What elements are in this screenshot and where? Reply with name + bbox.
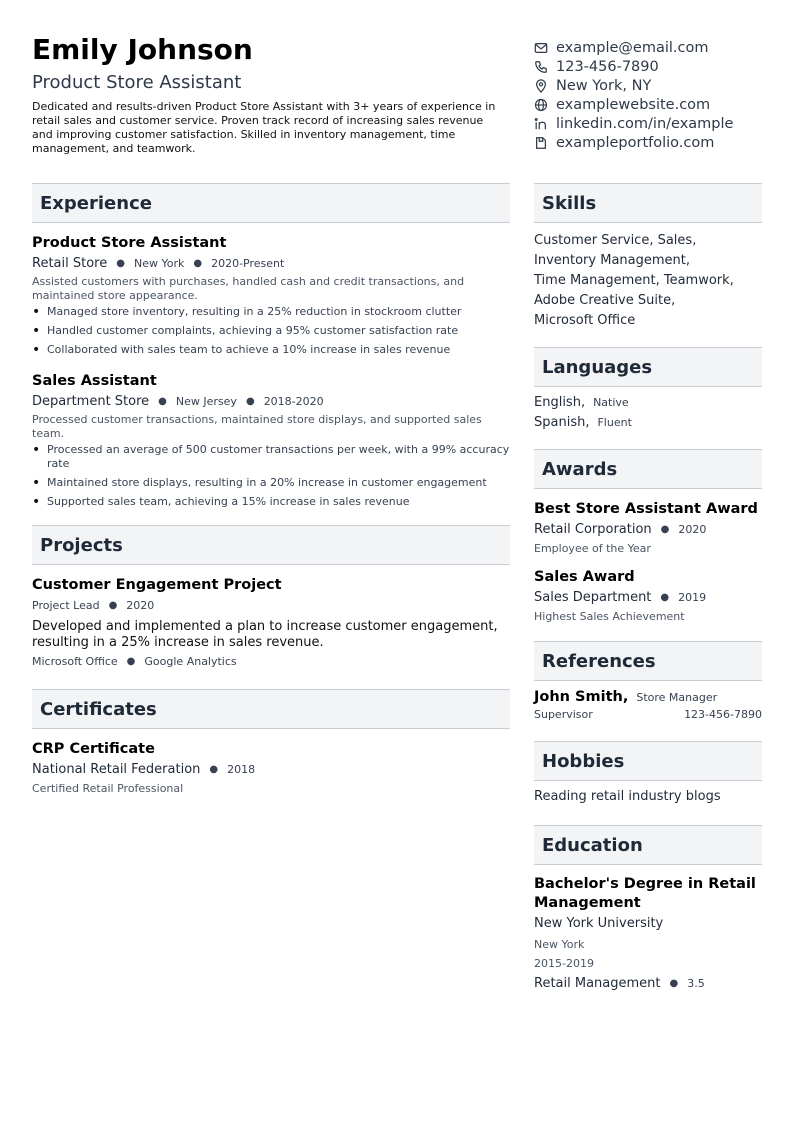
skills-line: Microsoft Office: [534, 313, 636, 328]
certificate-name: CRP Certificate: [32, 741, 155, 757]
linkedin-text: linkedin.com/in/example: [556, 115, 734, 132]
award-meta: [534, 587, 762, 609]
reference-title: Store Manager: [636, 691, 718, 704]
project-description: Developed and implemented a plan to increase customer engagement, resulting in a 25% increase in sales revenue.: [32, 619, 498, 650]
bullet-item: • Handled customer complaints, achieving a 95% customer satisfaction rate: [32, 324, 510, 338]
certificates-heading: Certificates: [32, 689, 510, 729]
bullet-item: • Processed an average of 500 customer transactions per week, with a 99% accuracy rate: [32, 443, 510, 471]
language-name: Spanish,: [534, 415, 590, 430]
education-heading: Education: [534, 825, 762, 865]
separator: ●: [116, 258, 125, 269]
education-dates: 2015-2019: [534, 957, 594, 970]
separator: ●: [245, 396, 255, 407]
award-detail: Highest Sales Achievement: [534, 610, 685, 623]
location-text: New York, NY: [556, 77, 652, 94]
awards-heading: Awards: [534, 449, 762, 489]
reference-item: [534, 689, 762, 705]
school: New York University: [534, 916, 664, 931]
contact-linkedin[interactable]: [534, 114, 774, 133]
language-level: Fluent: [597, 416, 632, 429]
project-item: [32, 575, 510, 673]
job-bullets: [32, 443, 510, 509]
award-name: Sales Award: [534, 569, 635, 585]
skills-line: Customer Service, Sales,: [534, 233, 697, 248]
hobby-item: Reading retail industry blogs: [534, 789, 721, 804]
experience-heading: Experience: [32, 183, 510, 223]
skills-line: Time Management, Teamwork,: [534, 273, 734, 288]
award-org: Sales Department: [534, 590, 652, 605]
bullet-item: • Maintained store displays, resulting in a 20% increase in customer engagement: [32, 476, 510, 490]
contact-list: [534, 38, 774, 152]
reference-phone: 123-456-7890: [684, 708, 762, 721]
job-description: Processed customer transactions, maintained store displays, and supported sales team.: [32, 413, 482, 440]
left-column: [32, 183, 510, 797]
project-role: Project Lead: [32, 599, 100, 612]
education-item: [534, 875, 762, 995]
portfolio-icon: [534, 136, 548, 150]
tool-item: Google Analytics: [144, 655, 237, 668]
reference-details: [534, 705, 762, 725]
contact-website[interactable]: [534, 95, 774, 114]
language-item: [534, 393, 762, 413]
mail-icon: [534, 41, 548, 55]
award-year: 2019: [678, 591, 707, 604]
job-location: New Jersey: [175, 395, 237, 408]
job-description: Assisted customers with purchases, handled cash and credit transactions, and maintained store appearance.: [32, 275, 465, 302]
contact-location: [534, 76, 774, 95]
language-item: [534, 413, 762, 433]
candidate-title: Product Store Assistant: [32, 72, 242, 93]
language-level: Native: [593, 396, 629, 409]
skills-list: [534, 231, 762, 331]
company: Department Store: [32, 394, 150, 409]
project-year: 2020: [126, 599, 155, 612]
award-year: 2020: [678, 523, 707, 536]
language-name: English,: [534, 395, 586, 410]
languages-list: [534, 393, 762, 433]
job-title: Sales Assistant: [32, 373, 157, 389]
phone-text: 123-456-7890: [556, 58, 659, 75]
certificate-meta: [32, 759, 510, 781]
bullet-item: • Supported sales team, achieving a 15% increase in sales revenue: [32, 495, 510, 509]
degree: Bachelor's Degree in Retail Management: [534, 876, 756, 911]
references-heading: References: [534, 641, 762, 681]
phone-icon: [534, 60, 548, 74]
project-meta: [32, 595, 510, 617]
portfolio-text: exampleportfolio.com: [556, 134, 715, 151]
job-bullets: [32, 305, 510, 357]
company: Retail Store: [32, 256, 108, 271]
certificate-issuer: National Retail Federation: [32, 762, 201, 777]
reference-relation: Supervisor: [534, 708, 593, 721]
bullet-item: • Collaborated with sales team to achieve a 10% increase in sales revenue: [32, 343, 510, 357]
award-item: [534, 499, 762, 557]
summary: Dedicated and results-driven Product Store Assistant with 3+ years of experience in retail sales and customer service. Proven track record of increasing sales revenue and improving customer satisfaction. Skilled in inventory management, time management, and teamwork.: [32, 100, 496, 155]
skills-line: Adobe Creative Suite,: [534, 293, 676, 308]
header: [32, 30, 502, 156]
job-location: New York: [133, 257, 185, 270]
separator: ●: [209, 764, 219, 775]
separator: ●: [126, 656, 136, 667]
map-pin-icon: [534, 79, 548, 93]
experience-item: [32, 371, 510, 509]
award-item: [534, 567, 762, 625]
education-gpa: 3.5: [687, 977, 705, 990]
separator: ●: [108, 600, 118, 611]
hobbies-heading: Hobbies: [534, 741, 762, 781]
linkedin-icon: [534, 117, 548, 131]
email-text: example@email.com: [556, 39, 709, 56]
tool-item: Microsoft Office: [32, 655, 118, 668]
reference-name: John Smith,: [534, 689, 629, 705]
separator: ●: [660, 524, 670, 535]
job-meta: [32, 253, 510, 275]
separator: ●: [660, 592, 670, 603]
experience-item: [32, 233, 510, 357]
certificate-item: [32, 739, 510, 797]
right-column: [534, 183, 762, 995]
job-meta: [32, 391, 510, 413]
skills-line: Inventory Management,: [534, 253, 690, 268]
separator: ●: [158, 396, 167, 407]
award-name: Best Store Assistant Award: [534, 501, 758, 517]
website-text: examplewebsite.com: [556, 96, 711, 113]
project-tools: [32, 651, 510, 673]
bullet-item: • Managed store inventory, resulting in a 25% reduction in stockroom clutter: [32, 305, 510, 319]
certificate-detail: Certified Retail Professional: [32, 782, 184, 795]
education-field: Retail Management: [534, 976, 661, 991]
award-meta: [534, 519, 762, 541]
job-title: Product Store Assistant: [32, 235, 227, 251]
projects-heading: Projects: [32, 525, 510, 565]
award-detail: Employee of the Year: [534, 542, 651, 555]
award-org: Retail Corporation: [534, 522, 652, 537]
job-dates: 2020-Present: [211, 257, 285, 270]
separator: ●: [669, 978, 679, 989]
contact-email[interactable]: [534, 38, 774, 57]
globe-icon: [534, 98, 548, 112]
education-field-meta: [534, 973, 762, 995]
education-location: New York: [534, 938, 585, 951]
project-name: Customer Engagement Project: [32, 577, 282, 593]
certificate-year: 2018: [227, 763, 256, 776]
languages-heading: Languages: [534, 347, 762, 387]
separator: ●: [193, 258, 203, 269]
skills-heading: Skills: [534, 183, 762, 223]
job-dates: 2018-2020: [263, 395, 324, 408]
candidate-name: Emily Johnson: [32, 33, 253, 66]
contact-phone[interactable]: [534, 57, 774, 76]
contact-portfolio[interactable]: [534, 133, 774, 152]
